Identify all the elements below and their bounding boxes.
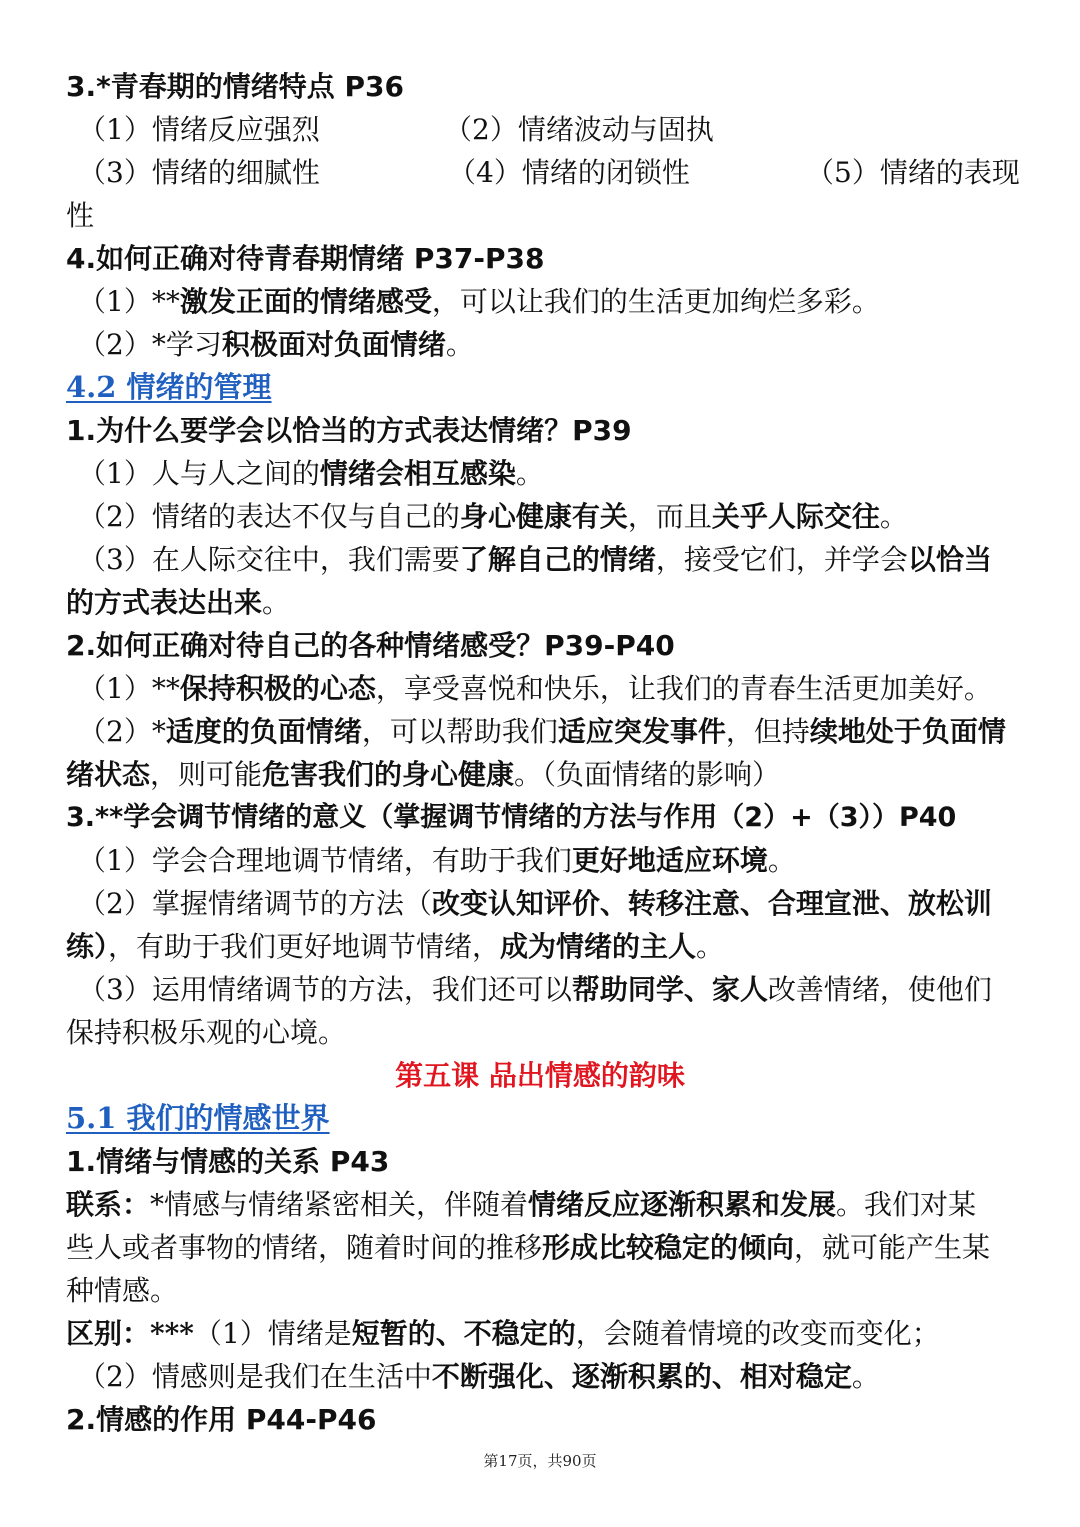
text-line <box>66 753 1016 796</box>
trait-2: （2）情绪波动与固执 <box>444 113 714 146</box>
text-span: 。我们对某 <box>836 1188 977 1221</box>
text-line <box>78 710 1028 753</box>
text-line <box>66 1312 1016 1355</box>
text-span: 。 <box>445 328 474 361</box>
bold-span: 危害我们的身心健康 <box>262 758 515 791</box>
bold-span: 保持积极的心态 <box>179 672 376 705</box>
bold-span: 的方式表达出来 <box>66 586 263 619</box>
heading-3 <box>66 65 1016 108</box>
text-line <box>78 968 1028 1011</box>
bold-span: 绪状态 <box>66 758 151 791</box>
text-span: ，可以帮助我们 <box>361 715 558 748</box>
text-span: 。 <box>696 930 725 963</box>
text-span: 些人或者事物的情绪，随着时间的推移 <box>66 1231 543 1264</box>
question-heading <box>66 1140 1016 1183</box>
text-span: 种情感。 <box>66 1274 179 1307</box>
section-title-4-2 <box>66 366 1016 409</box>
text-span: 性 <box>66 199 95 232</box>
trait-3: （3）情绪的细腻性 <box>78 156 320 189</box>
bold-span: 适度的负面情绪 <box>165 715 362 748</box>
text-span: （1）学会合理地调节情绪，有助于我们 <box>78 844 572 877</box>
text-span: ，会随着情境的改变而变化； <box>575 1317 940 1350</box>
text-span: ，而且 <box>627 500 712 533</box>
text-line <box>78 538 1028 581</box>
text-line <box>66 1226 1016 1269</box>
trait-4: （4）情绪的闭锁性 <box>448 156 690 189</box>
heading-text: 2.如何正确对待自己的各种情绪感受？P39-P40 <box>66 629 675 662</box>
question-heading <box>66 1398 1016 1441</box>
text-span: （1）情绪是 <box>193 1317 352 1350</box>
page-footer: 第17页，共90页 <box>483 1452 597 1470</box>
text-line <box>78 495 1028 538</box>
text-span: ，有助于我们更好地调节情绪， <box>108 930 501 963</box>
text-span: （2）* <box>78 715 166 748</box>
text-span: ，享受喜悦和快乐，让我们的青春生活更加美好。 <box>375 672 992 705</box>
bold-span: 积极面对负面情绪 <box>221 328 446 361</box>
bold-span: 关乎人际交往 <box>711 500 880 533</box>
lesson-title-text: 第五课 品出情感的韵味 <box>395 1059 685 1092</box>
bold-span: 帮助同学、家人 <box>571 973 768 1006</box>
text-span: ，可以让我们的生活更加绚烂多彩。 <box>431 285 880 318</box>
text-line <box>78 280 1028 323</box>
text-span: （1）** <box>78 672 180 705</box>
text-line <box>78 667 1028 710</box>
text-span: （2）情感则是我们在生活中 <box>78 1360 432 1393</box>
lesson-title <box>0 1054 1080 1097</box>
bold-span: 区别：*** <box>66 1317 194 1350</box>
question-heading <box>66 796 1016 839</box>
heading-text: 3.**学会调节情绪的意义（掌握调节情绪的方法与作用（2）+（3））P40 <box>66 802 957 833</box>
bold-span: 更好地适应环境 <box>571 844 768 877</box>
question-heading <box>66 624 1016 667</box>
text-span: 。 <box>767 844 796 877</box>
bold-span: 情绪会相互感染 <box>319 457 516 490</box>
text-line <box>66 925 1016 968</box>
text-span: （1）人与人之间的 <box>78 457 320 490</box>
text-span: （3）在人际交往中，我们需要 <box>78 543 460 576</box>
section-title-text: 4.2 情绪的管理 <box>66 370 272 404</box>
text-span: ，则可能 <box>150 758 263 791</box>
heading-text: 1.为什么要学会以恰当的方式表达情绪？P39 <box>66 414 632 447</box>
question-heading <box>66 409 1016 452</box>
text-span: 保持积极乐观的心境。 <box>66 1016 347 1049</box>
text-span: *情感与情绪紧密相关，伴随着 <box>150 1188 529 1221</box>
bold-span: 练） <box>66 930 109 963</box>
text-line <box>66 581 1016 624</box>
bold-span: 情绪反应逐渐积累和发展 <box>528 1188 837 1221</box>
text-span: 。 <box>515 457 544 490</box>
heading-text: 1.情绪与情感的关系 P43 <box>66 1145 390 1178</box>
section-title-5-1 <box>66 1097 1016 1140</box>
text-line <box>66 1183 1016 1226</box>
text-span: 。 <box>262 586 291 619</box>
text-line <box>78 323 1028 366</box>
text-span: ，就可能产生某 <box>794 1231 991 1264</box>
trait-5: （5）情绪的表现 <box>806 156 1020 189</box>
bold-span: 适应突发事件 <box>557 715 726 748</box>
text-span: ，但持 <box>725 715 810 748</box>
text-span: 。（负面情绪的影响） <box>514 758 781 791</box>
text-span: 。 <box>851 1360 880 1393</box>
text-line <box>78 839 1028 882</box>
text-span: 。 <box>879 500 908 533</box>
heading-text: 2.情感的作用 P44-P46 <box>66 1403 377 1436</box>
bold-span: 续地处于负面情 <box>809 715 1006 748</box>
bold-span: 了解自己的情绪 <box>459 543 656 576</box>
text-span: 改善情绪，使他们 <box>767 973 992 1006</box>
text-line <box>66 194 1016 237</box>
text-span: （2）掌握情绪调节的方法（ <box>78 887 432 920</box>
bold-span: 改变认知评价、转移注意、合理宣泄、放松训 <box>431 887 992 920</box>
text-span: （2）情绪的表达不仅与自己的 <box>78 500 460 533</box>
text-line <box>78 882 1028 925</box>
text-span: （1）** <box>78 285 180 318</box>
heading-text: 3.*青春期的情绪特点 P36 <box>66 70 404 103</box>
bold-span: 激发正面的情绪感受 <box>179 285 432 318</box>
heading-4 <box>66 237 1016 280</box>
bold-span: 形成比较稳定的倾向 <box>542 1231 795 1264</box>
text-line <box>78 1355 1028 1398</box>
bold-span: 以恰当 <box>907 543 992 576</box>
trait-1: （1）情绪反应强烈 <box>78 113 320 146</box>
text-span: （3）运用情绪调节的方法，我们还可以 <box>78 973 572 1006</box>
text-line <box>66 1269 1016 1312</box>
text-line <box>66 1011 1016 1054</box>
text-span: （2）*学习 <box>78 328 222 361</box>
bold-span: 身心健康有关 <box>459 500 628 533</box>
bold-span: 联系： <box>66 1188 151 1221</box>
heading-text: 4.如何正确对待青春期情绪 P37-P38 <box>66 242 545 275</box>
section-title-text: 5.1 我们的情感世界 <box>66 1101 330 1135</box>
bold-span: 成为情绪的主人 <box>500 930 697 963</box>
text-line <box>78 452 1028 495</box>
bold-span: 不断强化、逐渐积累的、相对稳定 <box>431 1360 852 1393</box>
bold-span: 短暂的、不稳定的 <box>351 1317 576 1350</box>
text-span: ，接受它们，并学会 <box>655 543 908 576</box>
